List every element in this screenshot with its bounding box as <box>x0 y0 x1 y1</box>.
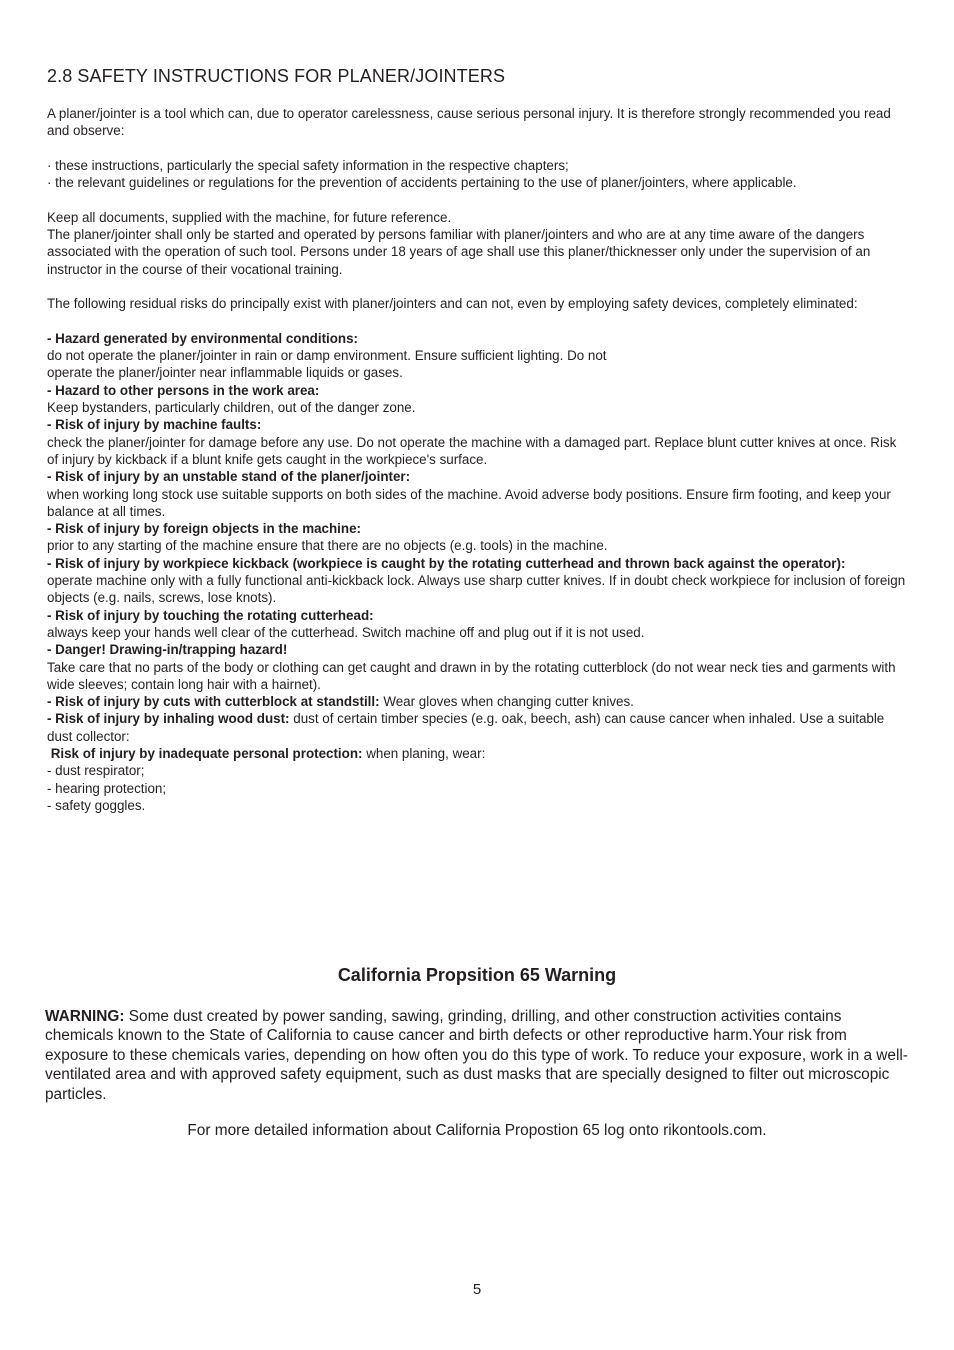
hazard-dust <box>47 710 909 745</box>
hazard-foreign-title: - Risk of injury by foreign objects in the machine: <box>47 521 361 537</box>
hazard-cuts <box>47 693 909 710</box>
hazard-env-line-1: do not operate the planer/jointer in rain or damp environment. Ensure sufficient lighting. Do not <box>47 348 607 364</box>
hazard-kickback-text: operate machine only with a fully functional anti-kickback lock. Always use sharp cutter knives. If in doubt check workpiece for inclusion of foreign objects (e.g. nails, screws, lose knots). <box>47 573 906 606</box>
hazard-dust-text: dust of certain timber species (e.g. oak, beech, ash) can cause cancer when inhaled. Use a suitable dust collector: <box>47 711 885 744</box>
hazard-drawing-text: Take care that no parts of the body or clothing can get caught and drawn in by the rotating cutterblock (do not wear neck ties and garments with wide sleeves; contain long hair with a hairnet). <box>47 659 896 692</box>
hazard-stand-text: when working long stock use suitable supports on both sides of the machine. Avoid adverse body positions. Ensure firm footing, and keep your balance at all times. <box>47 486 891 519</box>
hazard-touch-text: always keep your hands well clear of the cutterhead. Switch machine off and plug out if it is not used. <box>47 624 645 640</box>
keep-documents-text: Keep all documents, supplied with the machine, for future reference. <box>47 209 452 225</box>
spacer <box>47 140 909 157</box>
hazard-cuts-title: - Risk of injury by cuts with cutterblock at standstill: <box>47 694 380 710</box>
hazard-protection <box>47 745 909 762</box>
hazard-faults-text: check the planer/jointer for damage before any use. Do not operate the machine with a damaged part. Replace blunt cutter knives at once. Risk of injury by kickback if a blunt knife gets caught in the workpiece's surface. <box>47 434 897 467</box>
hazard-kickback-title: - Risk of injury by workpiece kickback (workpiece is caught by the rotating cutterhead and thrown back against the operator): <box>47 555 846 571</box>
spacer <box>47 278 909 295</box>
residual-risks-paragraph: The following residual risks do principally exist with planer/jointers and can not, even by employing safety devices, completely eliminated: <box>47 296 858 312</box>
hazard-dust-title: - Risk of injury by inhaling wood dust: <box>47 711 290 727</box>
ppe-item: - safety goggles. <box>47 797 146 813</box>
hazard-touch-title: - Risk of injury by touching the rotating cutterhead: <box>47 607 374 623</box>
section-title: 2.8 SAFETY INSTRUCTIONS FOR PLANER/JOINTERS <box>47 66 506 86</box>
hazard-others-title: - Hazard to other persons in the work area: <box>47 382 320 398</box>
prop65-title: California Propsition 65 Warning <box>337 965 617 985</box>
spacer <box>47 313 909 330</box>
hazard-protection-text: when planing, wear: <box>362 745 486 761</box>
spacer <box>47 191 909 208</box>
hazard-others-text: Keep bystanders, particularly children, out of the danger zone. <box>47 400 416 416</box>
prop65-warning-text: Some dust created by power sanding, sawing, grinding, drilling, and other construction activities contains chemicals known to the State of California to cause cancer and birth defects or other reproductive harm.Your risk from exposure to these chemicals varies, depending on how often you do this type of work. To reduce your exposure, work in a well-ventilated area and with approved safety equipment, such as dust masks that are specially designed to filter out microscopic particles. <box>45 1008 908 1103</box>
bullet-instructions: · these instructions, particularly the special safety information in the respective chapters; <box>47 157 569 173</box>
ppe-item: - hearing protection; <box>47 780 167 796</box>
hazard-protection-title: Risk of injury by inadequate personal protection: <box>47 745 363 761</box>
intro-paragraph: A planer/jointer is a tool which can, due to operator carelessness, cause serious personal injury. It is therefore strongly recommended you read and observe: <box>47 106 891 139</box>
hazard-foreign-text: prior to any starting of the machine ensure that there are no objects (e.g. tools) in the machine. <box>47 538 608 554</box>
hazard-faults-title: - Risk of injury by machine faults: <box>47 417 262 433</box>
hazard-drawing-title: - Danger! Drawing-in/trapping hazard! <box>47 642 288 658</box>
bullet-guidelines: · the relevant guidelines or regulations for the prevention of accidents pertaining to the use of planer/jointers, where applicable. <box>47 175 797 191</box>
safety-instructions-body <box>47 105 909 814</box>
hazard-env-line-2: operate the planer/jointer near inflammable liquids or gases. <box>47 365 403 381</box>
prop65-warning <box>45 1007 910 1104</box>
ppe-item: - dust respirator; <box>47 763 145 779</box>
operators-paragraph: The planer/jointer shall only be started and operated by persons familiar with planer/jointers and who are at any time aware of the dangers associated with the operation of such tool. Persons under 18 years of age shall use this planer/thicknesser only under the supervision of an instructor in the course of their vocational training. <box>47 227 871 277</box>
page-number: 5 <box>472 1281 482 1298</box>
hazard-stand-title: - Risk of injury by an unstable stand of the planer/jointer: <box>47 469 411 485</box>
hazard-env-title: - Hazard generated by environmental conditions: <box>47 330 359 346</box>
hazard-cuts-text: Wear gloves when changing cutter knives. <box>379 694 634 710</box>
prop65-more-info: For more detailed information about California Propostion 65 log onto rikontools.com. <box>187 1122 767 1139</box>
prop65-warning-label: WARNING: <box>45 1008 125 1025</box>
